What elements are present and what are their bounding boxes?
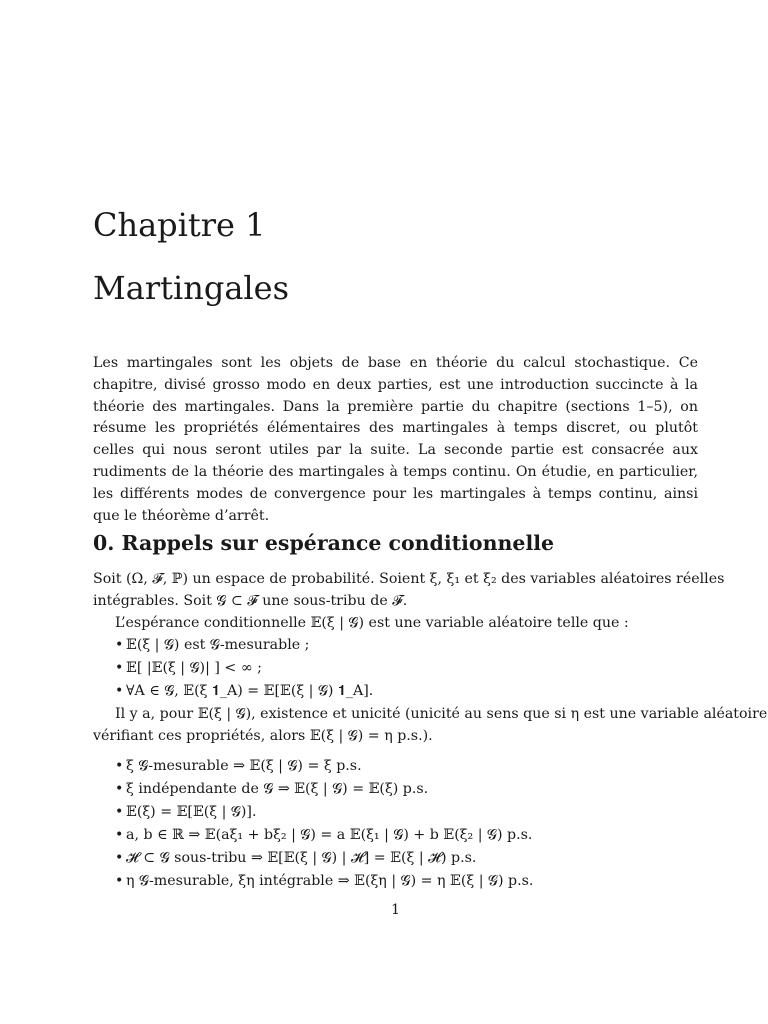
body-line: Il y a, pour 𝔼(ξ | 𝓖), existence et unicité (unicité au sens que si η est une variable aléatoire bbox=[115, 706, 768, 722]
bullet-text: 𝓗 ⊂ 𝓖 sous-tribu ⇒ 𝔼[𝔼(ξ | 𝓖) | 𝓗] = 𝔼(ξ | 𝓗) p.s. bbox=[126, 850, 477, 866]
property-bullet bbox=[93, 824, 698, 847]
intro-paragraph: Les martingales sont les objets de base en théorie du calcul stochastique. Ce chapitre, divisé grosso modo en deux parties, est une introduction succincte à la théorie des martingales. Dans la première partie du chapitre (sections 1–5), on résume les propriétés élémentaires des martingales à temps discret, ou plutôt celles qui nous seront utiles par la suite. La seconde partie est consacrée aux rudiments de la théorie des martingales à temps continu. On étudie, en particulier, les différents modes de convergence pour les martingales à temps continu, ainsi que le théorème d’arrêt. bbox=[93, 355, 698, 524]
property-bullet bbox=[93, 870, 698, 893]
bullet-icon: • bbox=[115, 850, 124, 866]
bullet-text: ξ indépendante de 𝓖 ⇒ 𝔼(ξ | 𝓖) = 𝔼(ξ) p.s. bbox=[126, 781, 429, 797]
bullet-text: ξ 𝓖-mesurable ⇒ 𝔼(ξ | 𝓖) = ξ p.s. bbox=[126, 758, 362, 774]
bullet-icon: • bbox=[115, 660, 124, 676]
definition-bullet bbox=[93, 680, 698, 703]
document-page bbox=[93, 0, 768, 1024]
section-body bbox=[93, 568, 768, 893]
property-bullet bbox=[93, 755, 698, 778]
bullet-text: ∀A ∈ 𝓖, 𝔼(ξ 𝟏_A) = 𝔼[𝔼(ξ | 𝓖) 𝟏_A]. bbox=[126, 683, 374, 699]
definition-bullet bbox=[93, 634, 698, 657]
bullet-text: 𝔼(ξ | 𝓖) est 𝓖-mesurable ; bbox=[126, 637, 310, 653]
bullet-text: 𝔼(ξ) = 𝔼[𝔼(ξ | 𝓖)]. bbox=[126, 804, 257, 820]
chapter-label: Chapitre 1 bbox=[93, 206, 266, 244]
body-line: intégrables. Soit 𝓖 ⊂ 𝓕 une sous-tribu de 𝓕. bbox=[93, 593, 408, 609]
bullet-icon: • bbox=[115, 804, 124, 820]
definition-bullet bbox=[93, 657, 698, 680]
bullet-text: 𝔼[ |𝔼(ξ | 𝓖)| ] < ∞ ; bbox=[126, 660, 262, 676]
bullet-icon: • bbox=[115, 683, 124, 699]
body-line: L’espérance conditionnelle 𝔼(ξ | 𝓖) est une variable aléatoire telle que : bbox=[115, 615, 629, 631]
bullet-text: η 𝓖-mesurable, ξη intégrable ⇒ 𝔼(ξη | 𝓖) = η 𝔼(ξ | 𝓖) p.s. bbox=[126, 873, 534, 889]
property-bullet bbox=[93, 778, 698, 801]
property-bullet bbox=[93, 847, 698, 870]
chapter-title: Martingales bbox=[93, 269, 289, 307]
body-line: Soit (Ω, 𝓕, ℙ) un espace de probabilité. Soient ξ, ξ₁ et ξ₂ des variables aléatoires réelles bbox=[93, 571, 725, 587]
body-line: vérifiant ces propriétés, alors 𝔼(ξ | 𝓖) = η p.s.). bbox=[93, 728, 433, 744]
bullet-icon: • bbox=[115, 758, 124, 774]
bullet-icon: • bbox=[115, 637, 124, 653]
bullet-icon: • bbox=[115, 827, 124, 843]
bullet-text: a, b ∈ ℝ ⇒ 𝔼(aξ₁ + bξ₂ | 𝓖) = a 𝔼(ξ₁ | 𝓖) + b 𝔼(ξ₂ | 𝓖) p.s. bbox=[126, 827, 533, 843]
property-bullet bbox=[93, 801, 698, 824]
section-title: 0. Rappels sur espérance conditionnelle bbox=[93, 531, 555, 555]
bullet-icon: • bbox=[115, 781, 124, 797]
page-number: 1 bbox=[390, 902, 401, 918]
bullet-icon: • bbox=[115, 873, 124, 889]
